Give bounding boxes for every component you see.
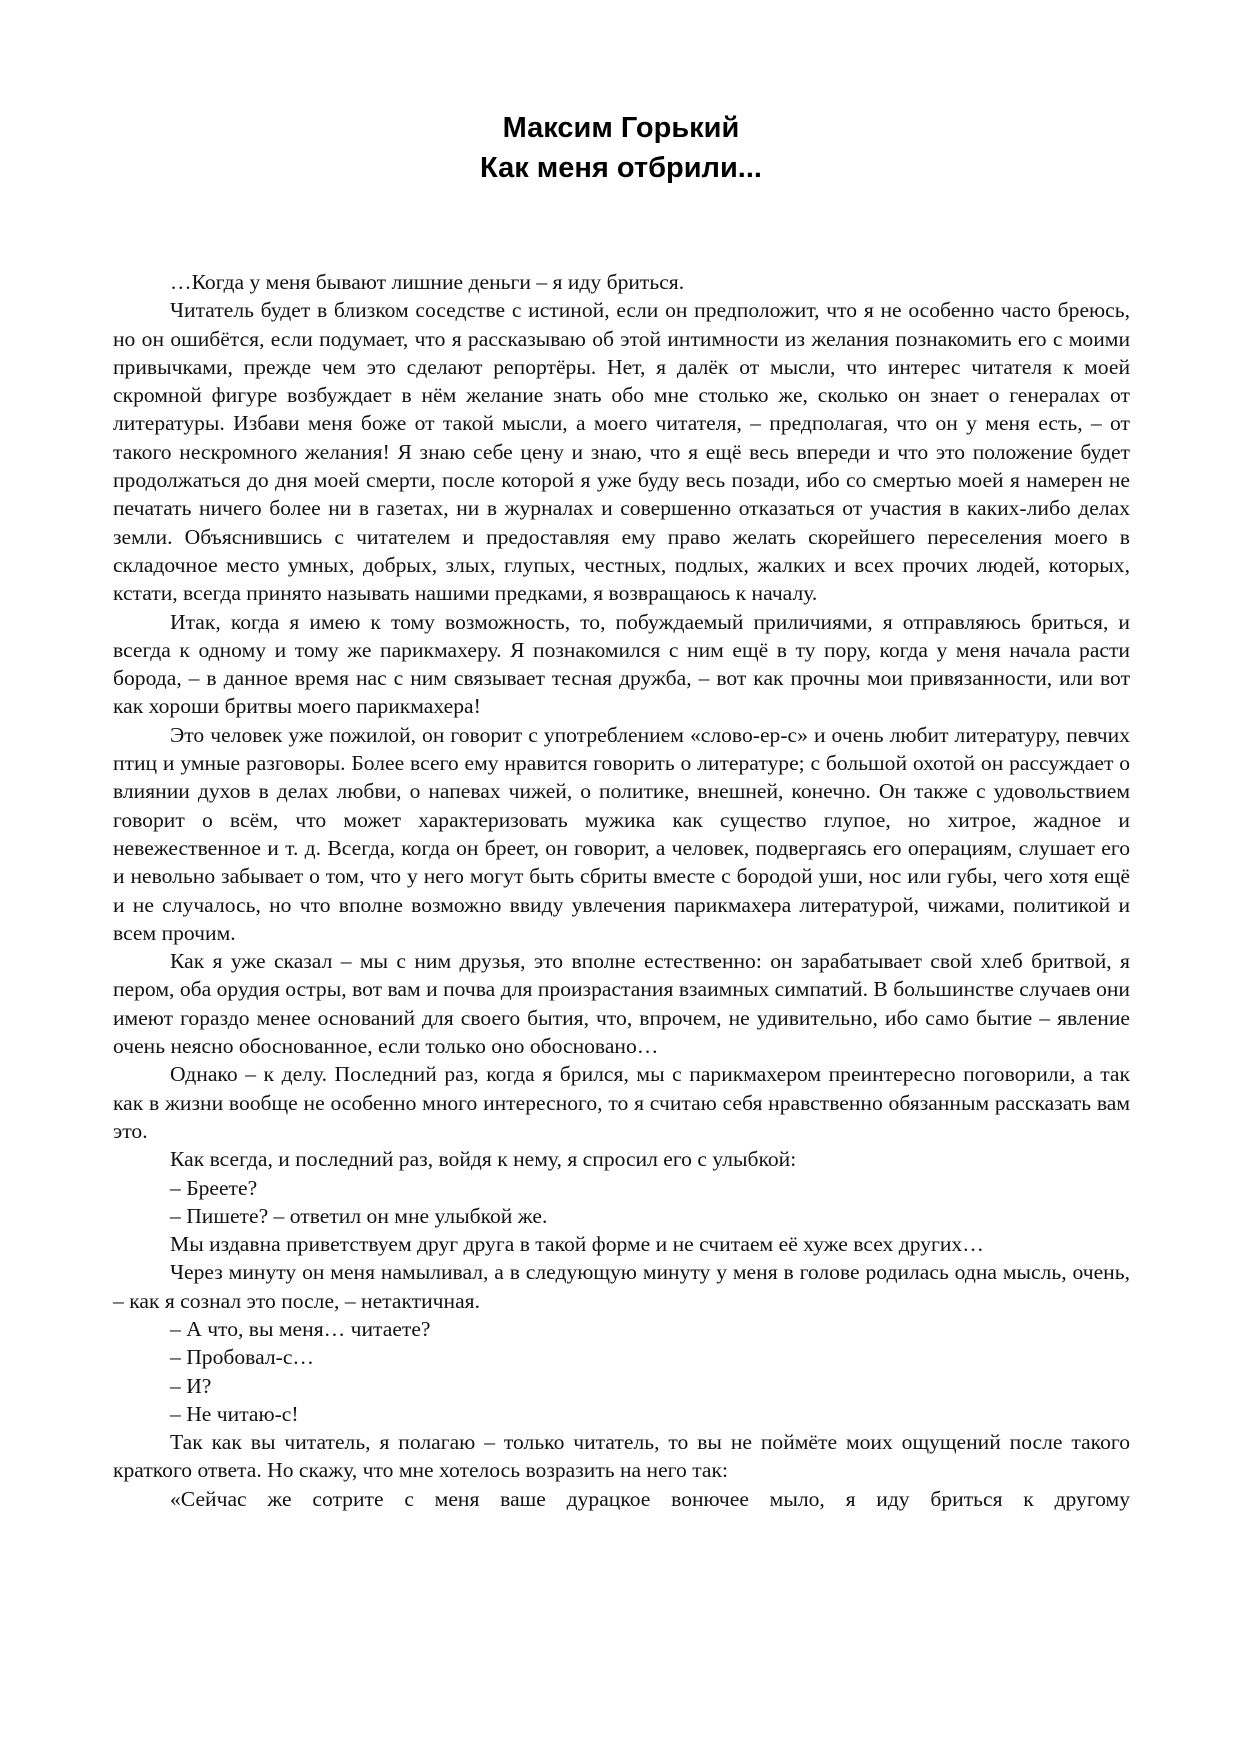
paragraph: Это человек уже пожилой, он говорит с употреблением «слово-ер-с» и очень любит литературу, певчих птиц и умные разговоры. Более всего ему нравится говорить о литературе; с большой охотой он рассуждает о влиянии духов в делах любви, о напевах чижей, о политике, внешней, конечно. Он также с удовольствием говорит о всём, что может характеризовать мужика как существо глупое, но хитрое, жадное и невежественное и т. д. Всегда, когда он бреет, он говорит, а человек, подвергаясь его операциям, слушает его и невольно забывает о том, что у него могут быть сбриты вместе с бородой уши, нос или губы, чего хотя ещё и не случалось, но что вполне возможно ввиду увлечения парикмахера литературой, чижами, политикой и всем прочим.	[113, 722, 1130, 945]
paragraph: Итак, когда я имею к тому возможность, то, побуждаемый приличиями, я отправляюсь бриться, и всегда к одному и тому же парикмахеру. Я познакомился с ним ещё в ту пору, когда у меня начала расти борода, – в данное время нас с ним связывает тесная дружба, – вот как прочны мои привязанности, или вот как хороши бритвы моего парикмахера!	[113, 609, 1130, 719]
dialogue-line: – Пробовал-с…	[170, 1345, 314, 1370]
story-body	[113, 268, 1130, 1513]
paragraph: …Когда у меня бывают лишние деньги – я иду бриться.	[170, 270, 685, 294]
story-title: Как меня отбрили...	[480, 152, 762, 184]
paragraph: Так как вы читатель, я полагаю – только читатель, то вы не поймёте моих ощущений после такого краткого ответа. Но скажу, что мне хотелось возразить на него так:	[113, 1430, 1130, 1483]
paragraph: Как я уже сказал – мы с ним друзья, это вполне естественно: он зарабатывает свой хлеб бритвой, я пером, оба орудия остры, вот вам и почва для произрастания взаимных симпатий. В большинстве случаев они имеют гораздо менее оснований для своего бытия, что, впрочем, не удивительно, ибо само бытие – явление очень неясно обоснованное, если только оно обосновано…	[113, 949, 1130, 1059]
dialogue-line: – А что, вы меня… читаете?	[170, 1316, 431, 1341]
paragraph: Как всегда, и последний раз, войдя к нему, я спросил его с улыбкой:	[170, 1147, 797, 1172]
author-name: Максим Горький	[502, 112, 740, 144]
paragraph: Мы издавна приветствуем друг друга в такой форме и не считаем её хуже всех других…	[170, 1232, 984, 1257]
dialogue-line: – Бреете?	[170, 1175, 258, 1200]
dialogue-line: – И?	[170, 1373, 212, 1398]
paragraph: Однако – к делу. Последний раз, когда я брился, мы с парикмахером преинтересно поговорили, а так как в жизни вообще не особенно много интересного, то я считаю себя нравственно обязанным рассказать вам это.	[113, 1062, 1130, 1143]
dialogue-line: – Не читаю-с!	[170, 1401, 299, 1426]
title-block	[0, 108, 1242, 188]
paragraph: Читатель будет в близком соседстве с истиной, если он предположит, что я не особенно часто бреюсь, но он ошибётся, если подумает, что я рассказываю об этой интимности из желания познакомить его с моими привычками, прежде чем это сделают репортёры. Нет, я далёк от мысли, что интерес читателя к моей скромной фигуре возбуждает в нём желание знать обо мне столько же, сколько он знает о генералах от литературы. Избави меня боже от такой мысли, а моего читателя, – предполагая, что он у меня есть, – от такого нескромного желания! Я знаю себе цену и знаю, что я ещё весь впереди и что это положение будет продолжаться до дня моей смерти, после которой я уже буду весь позади, ибо со смертью моей я намерен не печатать ничего более ни в газетах, ни в журналах и совершенно отказаться от участия в каких-либо делах земли. Объяснившись с читателем и предоставляя ему право желать скорейшего переселения моего в складочное место умных, добрых, злых, глупых, честных, подлых, жалких и всех прочих людей, которых, кстати, всегда принято называть нашими предками, я возвращаюсь к началу.	[113, 298, 1130, 606]
paragraph: «Сейчас же сотрите с меня ваше дурацкое вонючее мыло, я иду бриться к другому	[170, 1486, 1130, 1511]
paragraph: Через минуту он меня намыливал, а в следующую минуту у меня в голове родилась одна мысль, очень, – как я сознал это после, – нетактичная.	[113, 1260, 1130, 1313]
dialogue-line: – Пишете? – ответил он мне улыбкой же.	[170, 1203, 548, 1228]
